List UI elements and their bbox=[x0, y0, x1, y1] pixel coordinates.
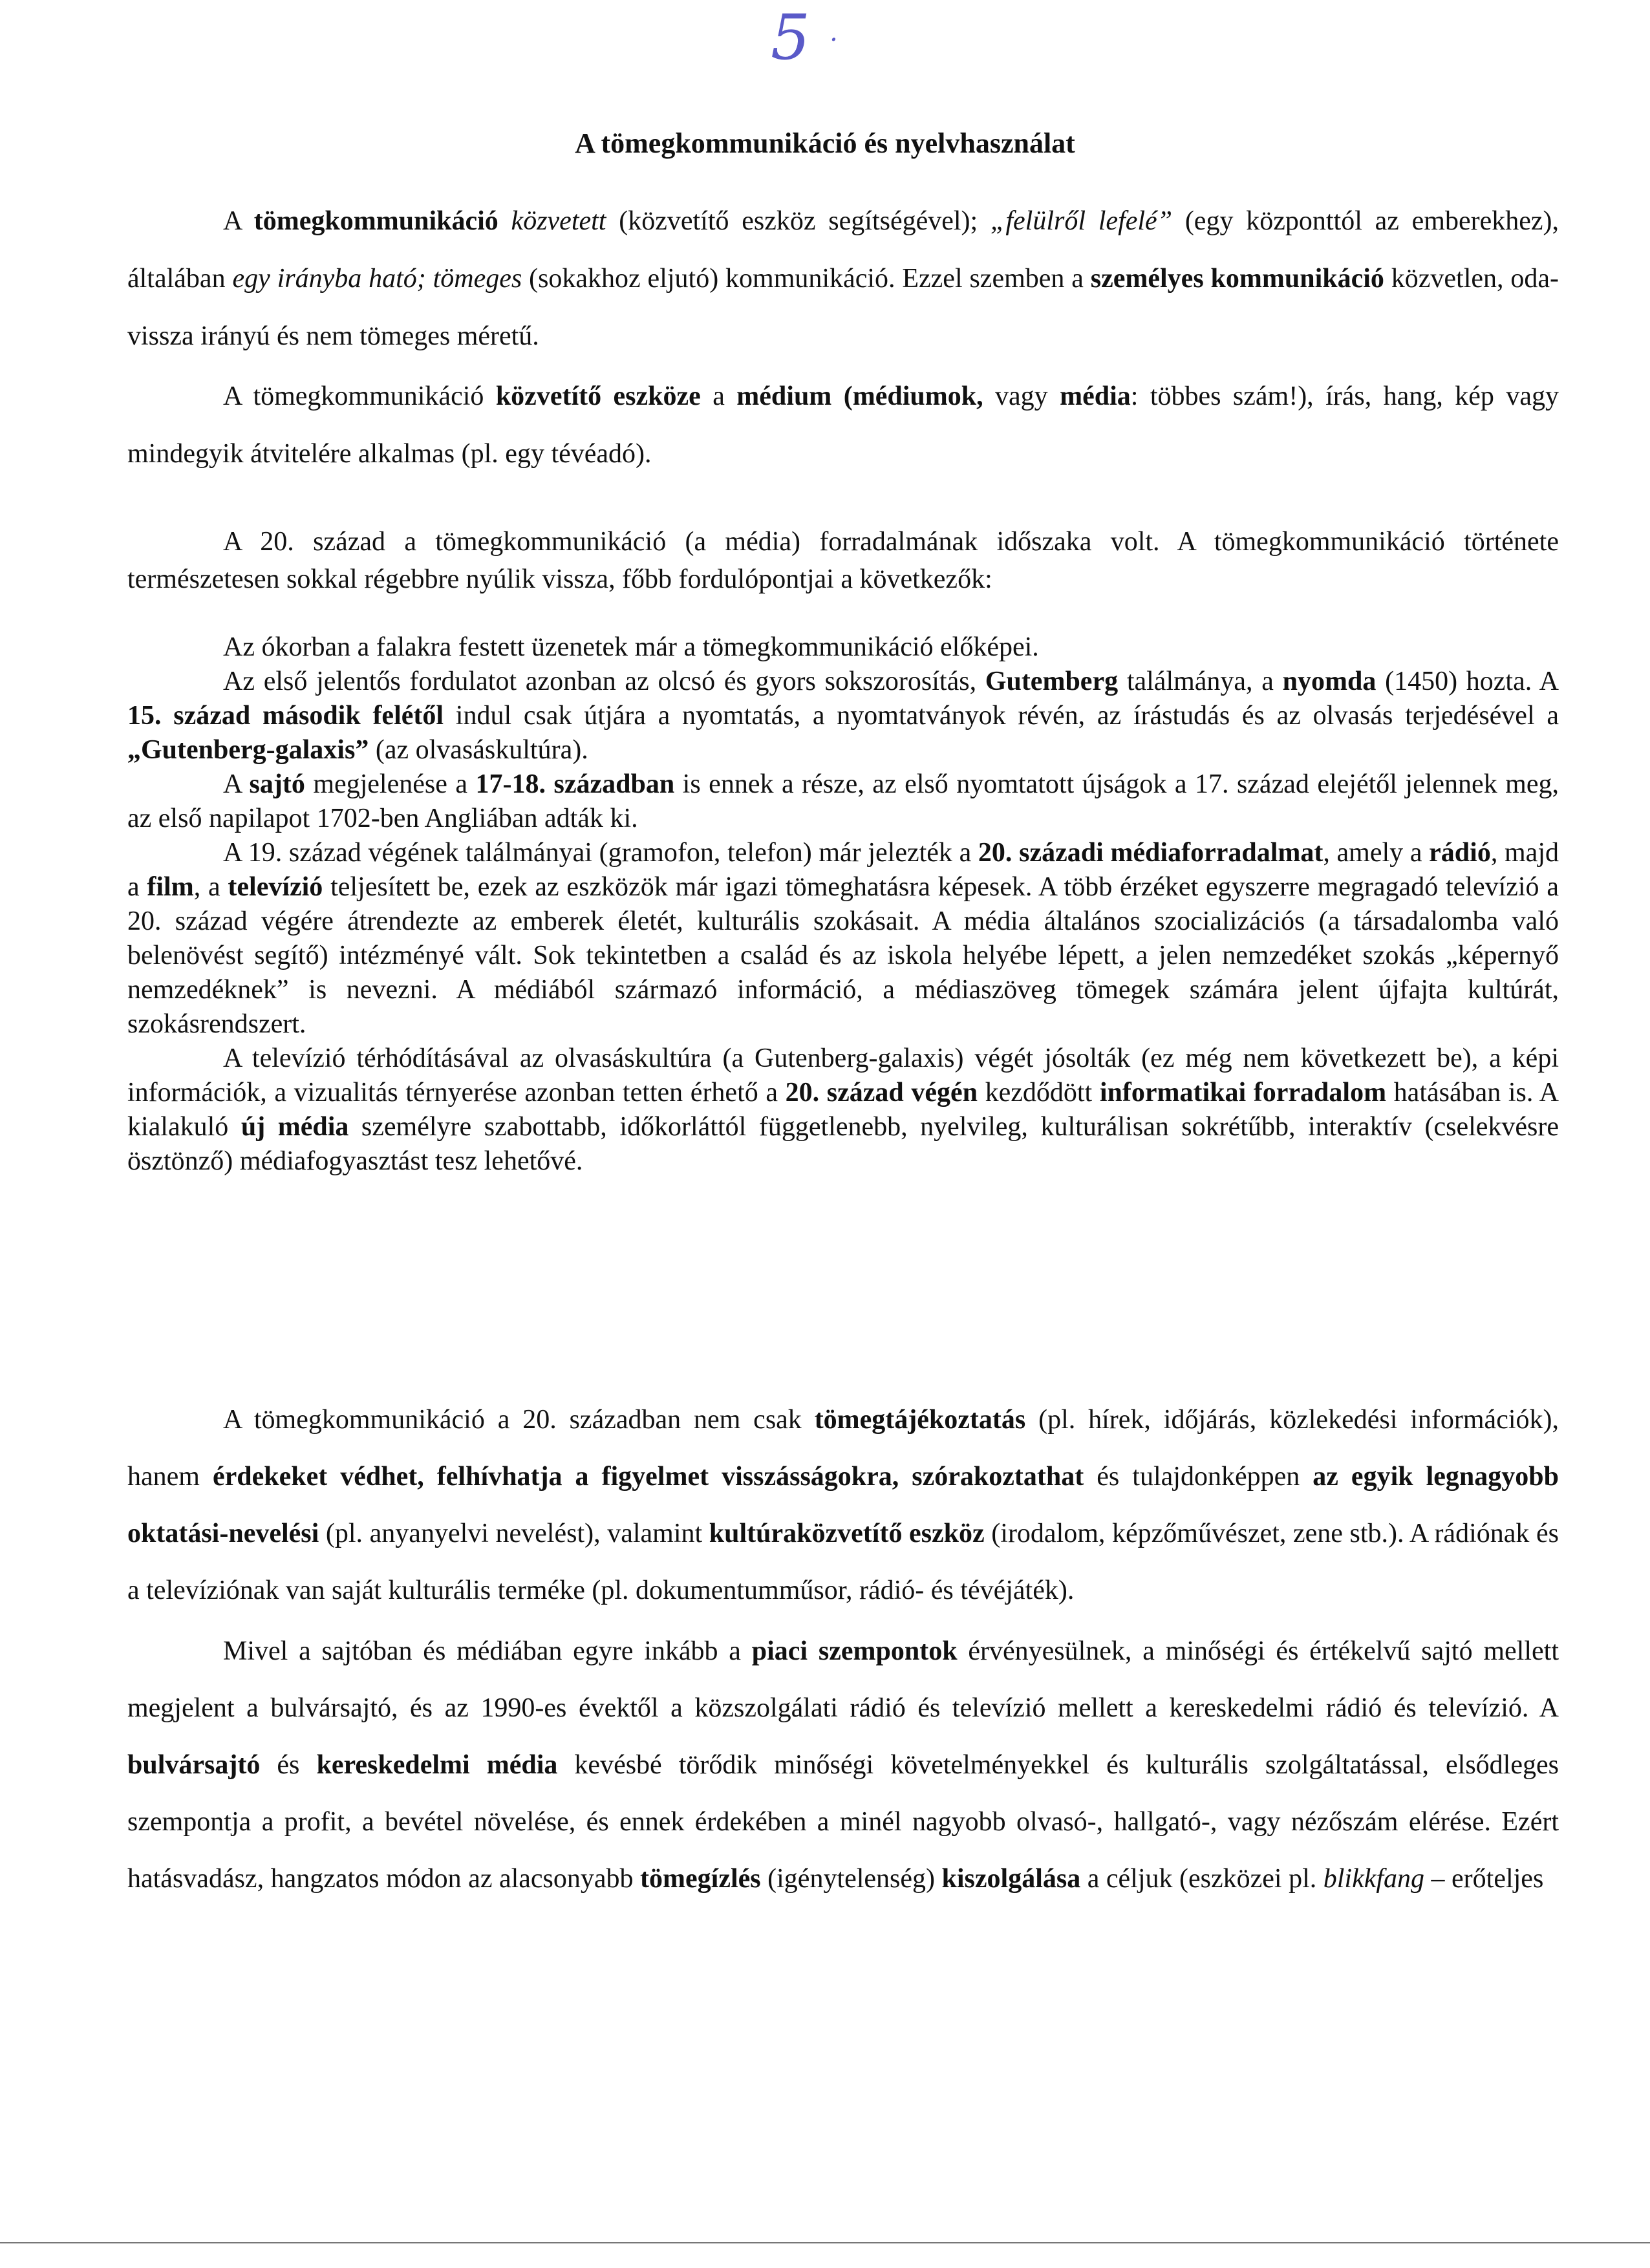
italic-term: blikkfang bbox=[1323, 1864, 1425, 1894]
milestone-paragraph-2 bbox=[127, 665, 1559, 767]
text-run: A televízió térhódításával az olvasáskultúra (a Gutenberg-galaxis) végét jósolták (ez még nem következett be), a képi információk, a vizualitás térnyerése azonban tetten érhető a bbox=[127, 1043, 1559, 1107]
milestone-paragraph-3 bbox=[127, 767, 1559, 836]
functions-section bbox=[127, 1391, 1559, 1907]
bold-term: tömegtájékoztatás bbox=[814, 1405, 1026, 1435]
bold-term: kultúraközvetítő eszköz bbox=[709, 1519, 985, 1548]
bold-term: kiszolgálása bbox=[941, 1864, 1081, 1894]
functions-paragraph-1 bbox=[127, 1391, 1559, 1619]
bold-term: 20. század végén bbox=[785, 1078, 978, 1107]
text-run: közvetlen, oda-vissza irányú és nem tömeges méretű. bbox=[127, 264, 1559, 351]
bold-term: az egyik legnagyobb oktatási-nevelési bbox=[127, 1462, 1559, 1548]
bold-term: média bbox=[1060, 381, 1131, 411]
text-run: (irodalom, képzőművészet, zene stb.). A rádiónak és a televíziónak van saját kulturális terméke (pl. dokumentumműsor, rádió- és tévéjáték). bbox=[127, 1519, 1559, 1605]
text-run: (1450) hozta. A bbox=[1376, 667, 1559, 696]
text-run: teljesített be, ezek az eszközök már igazi tömeghatásra képesek. A több érzéket egyszerre megragadó televízió a 20. század végére átrendezte az emberek életét, kulturális szokásait. A média általános szocializációs (a társadalomba való belenövést segítő) intézményé vált. Sok tekintetben a család és az iskola helyébe lépett, a jelen nemzedéket szokás „képernyő nemzedéknek” is nevezni. A médiából származó információ, a médiaszöveg tömegek számára jelent újfajta kultúrát, szokásrendszert. bbox=[127, 872, 1559, 1039]
bold-term: televízió bbox=[228, 872, 323, 902]
text-run: : többes szám!), írás, hang, kép vagy mindegyik átvitelére alkalmas (pl. egy tévéadó). bbox=[127, 381, 1559, 469]
bold-term: nyomda bbox=[1282, 667, 1377, 696]
intro-paragraph-2 bbox=[127, 368, 1559, 483]
text-run: személyre szabottabb, időkorláttól függetlenebb, nyelvileg, kulturálisan sokrétűbb, interaktív (cselekvésre ösztönző) médiafogyasztást tesz lehetővé. bbox=[127, 1112, 1559, 1176]
text-run: kezdődött bbox=[977, 1078, 1100, 1107]
bold-term: 15. század második felétől bbox=[127, 701, 444, 731]
page-title: A tömegkommunikáció és nyelvhasználat bbox=[575, 127, 1075, 159]
history-section bbox=[127, 523, 1559, 598]
milestone-paragraph-4 bbox=[127, 836, 1559, 1042]
text-run: is ennek a része, az első nyomtatott újságok a 17. század elejétől jelennek meg, az első napilapot 1702-ben Angliában adták ki. bbox=[127, 769, 1559, 833]
bold-term: bulvársajtó bbox=[127, 1750, 261, 1780]
bold-term: informatikai forradalom bbox=[1099, 1078, 1387, 1107]
text-run: a bbox=[700, 381, 737, 411]
intro-paragraph-1 bbox=[127, 193, 1559, 365]
bold-term: új média bbox=[241, 1112, 349, 1142]
text-run: , majd a bbox=[127, 838, 1559, 902]
text-run: (sokakhoz eljutó) kommunikáció. Ezzel szemben a bbox=[522, 264, 1091, 294]
italic-term: közvetett bbox=[511, 206, 606, 236]
italic-term: „felülről lefelé” bbox=[990, 206, 1173, 236]
scan-edge-line bbox=[0, 2242, 1650, 2243]
text-run: és tulajdonképpen bbox=[1084, 1462, 1313, 1492]
text-run: (pl. hírek, időjárás, közlekedési információk), hanem bbox=[127, 1405, 1559, 1492]
text-run: A tömegkommunikáció a 20. században nem csak bbox=[223, 1405, 815, 1435]
text-run bbox=[498, 206, 511, 236]
text-run: megjelenése a bbox=[305, 769, 476, 799]
bold-term: médium (médiumok, bbox=[736, 381, 983, 411]
functions-paragraph-2 bbox=[127, 1623, 1559, 1907]
milestone-paragraph-5 bbox=[127, 1042, 1559, 1179]
text-run: érvényesülnek, a minőségi és értékelvű sajtó mellett megjelent a bulvársajtó, és az 1990-es évektől a közszolgálati rádió és televízió mellett a kereskedelmi rádió és televízió. A bbox=[127, 1636, 1559, 1723]
bold-term: tömegízlés bbox=[640, 1864, 761, 1894]
bold-term: sajtó bbox=[249, 769, 305, 799]
bold-term: piaci szempontok bbox=[751, 1636, 958, 1666]
bold-term: kereskedelmi média bbox=[316, 1750, 558, 1780]
bold-term: 17-18. században bbox=[475, 769, 675, 799]
intro-section bbox=[127, 193, 1559, 483]
bold-term: Gutemberg bbox=[985, 667, 1119, 696]
text-run: (igénytelenség) bbox=[760, 1864, 942, 1894]
bold-term: személyes kommunikáció bbox=[1090, 264, 1384, 294]
bold-term: tömegkommunikáció bbox=[253, 206, 498, 236]
text-run: Mivel a sajtóban és médiában egyre inkább a bbox=[223, 1636, 752, 1666]
milestone-paragraph-1: Az ókorban a falakra festett üzenetek már a tömegkommunikáció előképei. bbox=[223, 632, 1039, 662]
text-run: Az első jelentős fordulatot azonban az olcsó és gyors sokszorosítás, bbox=[223, 667, 985, 696]
text-run: vagy bbox=[983, 381, 1060, 411]
bold-term: 20. századi médiaforradalmat bbox=[978, 838, 1323, 868]
milestones-section bbox=[127, 630, 1559, 1179]
handwritten-mark-text: 5 bbox=[771, 1, 811, 74]
text-run: kevésbé törődik minőségi követelményekkel és kulturális szolgáltatással, elsődleges szempontja a profit, a bevétel növelése, és ennek érdekében a minél nagyobb olvasó-, hallgató-, vagy nézőszám elérése. Ezért hatásvadász, hangzatos módon az alacsonyabb bbox=[127, 1750, 1559, 1894]
bold-term: film bbox=[147, 872, 194, 902]
handwritten-dot: · bbox=[830, 25, 838, 55]
text-run: (egy központtól az emberekhez), általában bbox=[127, 206, 1559, 294]
text-run: találmánya, a bbox=[1118, 667, 1283, 696]
text-run: hatásában is. A kialakuló bbox=[127, 1078, 1559, 1142]
text-run: A bbox=[223, 206, 254, 236]
text-run: és bbox=[260, 1750, 317, 1780]
bold-term: „Gutenberg-galaxis” bbox=[127, 735, 369, 765]
text-run: , amely a bbox=[1323, 838, 1430, 868]
bold-term: rádió bbox=[1429, 838, 1491, 868]
text-run: A 19. század végének találmányai (gramofon, telefon) már jelezték a bbox=[223, 838, 978, 868]
bold-term: közvetítő eszköze bbox=[495, 381, 701, 411]
text-run: , a bbox=[193, 872, 228, 902]
text-run: (pl. anyanyelvi nevelést), valamint bbox=[319, 1519, 709, 1548]
text-run: A tömegkommunikáció bbox=[223, 381, 496, 411]
text-run: A bbox=[223, 769, 250, 799]
history-paragraph: A 20. század a tömegkommunikáció (a média) forradalmának időszaka volt. A tömegkommunikáció története természetesen sokkal régebbre nyúlik vissza, főbb fordulópontjai a következők: bbox=[127, 527, 1559, 594]
text-run: (az olvasáskultúra). bbox=[369, 735, 588, 765]
handwritten-page-number bbox=[771, 1, 838, 74]
text-run: indul csak útjára a nyomtatás, a nyomtatványok révén, az írástudás és az olvasás terjedésével a bbox=[444, 701, 1559, 731]
text-run: (közvetítő eszköz segítségével); bbox=[606, 206, 991, 236]
italic-term: egy irányba ható; tömeges bbox=[232, 264, 522, 294]
bold-term: érdekeket védhet, felhívhatja a figyelmet visszásságokra, szórakoztathat bbox=[212, 1462, 1084, 1492]
text-run: – erőteljes bbox=[1424, 1864, 1544, 1894]
text-run: a céljuk (eszközei pl. bbox=[1080, 1864, 1323, 1894]
